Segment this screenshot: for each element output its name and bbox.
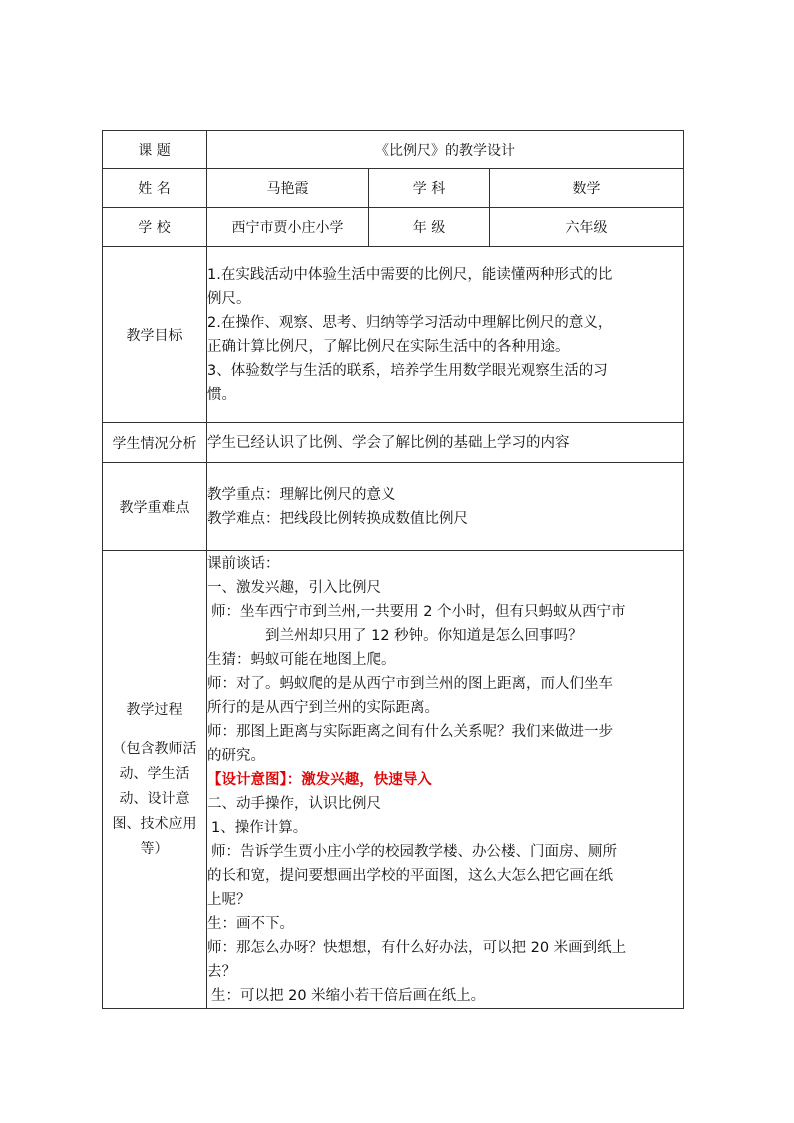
process-sublabel-line: （包含教师活 <box>112 740 197 757</box>
name-value: 马艳霞 <box>207 169 369 208</box>
process-sublabel-line: 动、学生活 <box>119 765 190 782</box>
process-line: 的长和宽，提问要想画出学校的平面图，这么大怎么把它画在纸 <box>207 867 613 884</box>
goal-line: 例尺。 <box>207 290 251 307</box>
keypoints-label: 教学重难点 <box>103 463 207 551</box>
school-row <box>103 208 684 247</box>
process-line: 课前谈话： <box>207 555 280 572</box>
analysis-row <box>103 423 684 463</box>
process-sublabel-line: 图、技术应用 <box>112 815 197 832</box>
process-sublabel-line: 等） <box>140 840 169 857</box>
process-line: 师：对了。蚂蚁爬的是从西宁市到兰州的图上距离，而人们坐车 <box>207 675 613 692</box>
topic-row <box>103 131 684 169</box>
topic-label: 课 题 <box>103 131 207 169</box>
process-sublabel <box>103 737 206 862</box>
key-difficulty: 教学难点：把线段比例转换成数值比例尺 <box>207 510 468 527</box>
subject-value: 数学 <box>490 169 684 208</box>
school-label: 学 校 <box>103 208 207 247</box>
goal-line: 惯。 <box>207 386 236 403</box>
process-line: 上呢？ <box>207 891 251 908</box>
subject-label: 学 科 <box>369 169 490 208</box>
process-line: 师：那图上距离与实际距离之间有什么关系呢？我们来做进一步 <box>207 723 613 740</box>
school-value: 西宁市贾小庄小学 <box>207 208 369 247</box>
process-line: 1、操作计算。 <box>211 819 308 836</box>
process-line: 一、激发兴趣，引入比例尺 <box>207 579 381 596</box>
process-line: 的研究。 <box>207 747 265 764</box>
key-focus: 教学重点：理解比例尺的意义 <box>207 486 396 503</box>
keypoints-row <box>103 463 684 551</box>
goals-content <box>207 247 684 423</box>
keypoints-content <box>207 463 684 551</box>
process-label-cell <box>103 551 207 1009</box>
topic-value: 《比例尺》的教学设计 <box>207 131 684 169</box>
process-line: 师：坐车西宁市到兰州,一共要用 2 个小时，但有只蚂蚁从西宁市 <box>211 603 626 620</box>
process-line: 生猜：蚂蚁可能在地图上爬。 <box>207 651 396 668</box>
goal-line: 1.在实践活动中体验生活中需要的比例尺，能读懂两种形式的比 <box>207 266 613 283</box>
process-line: 师：告诉学生贾小庄小学的校园教学楼、办公楼、门面房、厕所 <box>211 843 617 860</box>
process-content <box>207 551 684 1009</box>
design-intent: 【设计意图】：激发兴趣，快速导入 <box>207 771 432 788</box>
process-sublabel-line: 动、设计意 <box>119 790 190 807</box>
analysis-content <box>207 423 684 463</box>
goals-row <box>103 247 684 423</box>
process-row <box>103 551 684 1009</box>
goals-label: 教学目标 <box>103 247 207 423</box>
goal-line: 3、体验数学与生活的联系，培养学生用数学眼光观察生活的习 <box>207 362 608 379</box>
goal-line: 正确计算比例尺，了解比例尺在实际生活中的各种用途。 <box>207 338 570 355</box>
grade-value: 六年级 <box>490 208 684 247</box>
name-row <box>103 169 684 208</box>
process-line: 师：那怎么办呀？快想想，有什么好办法，可以把 20 米画到纸上 <box>207 939 627 956</box>
process-label: 教学过程 <box>126 701 183 718</box>
lesson-plan-table <box>102 130 684 1009</box>
analysis-text: 学生已经认识了比例、学会了解比例的基础上学习的内容 <box>207 434 570 451</box>
name-label: 姓 名 <box>103 169 207 208</box>
process-line: 生：画不下。 <box>207 915 294 932</box>
process-line: 所行的是从西宁到兰州的实际距离。 <box>207 699 439 716</box>
process-line: 去？ <box>207 963 236 980</box>
analysis-label: 学生情况分析 <box>103 423 207 463</box>
process-line: 二、动手操作，认识比例尺 <box>207 795 381 812</box>
process-line: 生：可以把 20 米缩小若干倍后画在纸上。 <box>211 987 486 1004</box>
process-line: 到兰州却只用了 12 秒钟。你知道是怎么回事吗？ <box>265 627 583 644</box>
grade-label: 年 级 <box>369 208 490 247</box>
goal-line: 2.在操作、观察、思考、归纳等学习活动中理解比例尺的意义， <box>207 314 613 331</box>
